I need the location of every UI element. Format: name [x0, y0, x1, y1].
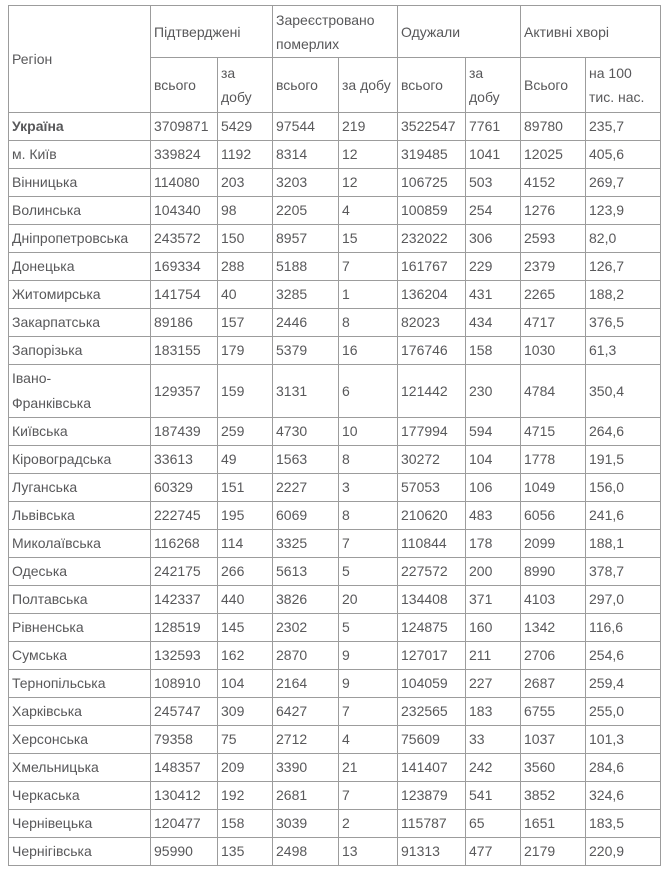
value-cell: 30272	[398, 446, 466, 474]
value-cell: 116,6	[586, 614, 661, 642]
table-row	[9, 754, 661, 782]
value-cell: 232022	[398, 225, 466, 253]
value-cell: 378,7	[586, 558, 661, 586]
value-cell: 49	[218, 446, 273, 474]
value-cell: 162	[218, 642, 273, 670]
value-cell: 2446	[273, 309, 339, 337]
table-row	[9, 698, 661, 726]
value-cell: 4152	[521, 169, 586, 197]
value-cell: 209	[218, 754, 273, 782]
header-region: Регіон	[9, 6, 151, 113]
region-cell: Чернігівська	[9, 838, 151, 866]
table-row	[9, 281, 661, 309]
value-cell: 3	[339, 474, 398, 502]
region-cell: Кіровоградська	[9, 446, 151, 474]
value-cell: 477	[466, 838, 521, 866]
region-cell: Одеська	[9, 558, 151, 586]
value-cell: 141407	[398, 754, 466, 782]
value-cell: 128519	[151, 614, 218, 642]
value-cell: 371	[466, 586, 521, 614]
value-cell: 7	[339, 782, 398, 810]
value-cell: 4784	[521, 365, 586, 418]
value-cell: 3852	[521, 782, 586, 810]
value-cell: 183	[466, 698, 521, 726]
value-cell: 297,0	[586, 586, 661, 614]
value-cell: 8314	[273, 141, 339, 169]
value-cell: 2205	[273, 197, 339, 225]
value-cell: 255,0	[586, 698, 661, 726]
value-cell: 6755	[521, 698, 586, 726]
value-cell: 376,5	[586, 309, 661, 337]
region-cell: Житомирська	[9, 281, 151, 309]
value-cell: 211	[466, 642, 521, 670]
value-cell: 177994	[398, 418, 466, 446]
value-cell: 3131	[273, 365, 339, 418]
table-header	[9, 6, 661, 113]
value-cell: 98	[218, 197, 273, 225]
value-cell: 1563	[273, 446, 339, 474]
table-row	[9, 530, 661, 558]
table-row	[9, 225, 661, 253]
value-cell: 1276	[521, 197, 586, 225]
value-cell: 264,6	[586, 418, 661, 446]
value-cell: 2706	[521, 642, 586, 670]
value-cell: 61,3	[586, 337, 661, 365]
value-cell: 150	[218, 225, 273, 253]
table-row	[9, 586, 661, 614]
value-cell: 319485	[398, 141, 466, 169]
value-cell: 191,5	[586, 446, 661, 474]
value-cell: 7	[339, 698, 398, 726]
table-row	[9, 614, 661, 642]
value-cell: 89186	[151, 309, 218, 337]
value-cell: 176746	[398, 337, 466, 365]
value-cell: 2179	[521, 838, 586, 866]
value-cell: 12025	[521, 141, 586, 169]
value-cell: 5613	[273, 558, 339, 586]
value-cell: 40	[218, 281, 273, 309]
value-cell: 200	[466, 558, 521, 586]
region-cell: Миколаївська	[9, 530, 151, 558]
value-cell: 108910	[151, 670, 218, 698]
region-cell: Луганська	[9, 474, 151, 502]
value-cell: 269,7	[586, 169, 661, 197]
value-cell: 8990	[521, 558, 586, 586]
value-cell: 5188	[273, 253, 339, 281]
value-cell: 350,4	[586, 365, 661, 418]
region-cell: Херсонська	[9, 726, 151, 754]
value-cell: 79358	[151, 726, 218, 754]
value-cell: 6	[339, 365, 398, 418]
region-cell: Донецька	[9, 253, 151, 281]
value-cell: 5	[339, 558, 398, 586]
value-cell: 129357	[151, 365, 218, 418]
value-cell: 183155	[151, 337, 218, 365]
region-cell: Тернопільська	[9, 670, 151, 698]
value-cell: 123,9	[586, 197, 661, 225]
value-cell: 135	[218, 838, 273, 866]
region-cell: Україна	[9, 113, 151, 141]
value-cell: 6427	[273, 698, 339, 726]
region-cell: Черкаська	[9, 782, 151, 810]
value-cell: 124875	[398, 614, 466, 642]
header-recovered-total: всього	[398, 58, 466, 113]
value-cell: 106725	[398, 169, 466, 197]
value-cell: 2379	[521, 253, 586, 281]
value-cell: 8	[339, 446, 398, 474]
value-cell: 75	[218, 726, 273, 754]
value-cell: 65	[466, 810, 521, 838]
value-cell: 220,9	[586, 838, 661, 866]
table-row	[9, 418, 661, 446]
value-cell: 1778	[521, 446, 586, 474]
value-cell: 232565	[398, 698, 466, 726]
region-cell: Київська	[9, 418, 151, 446]
value-cell: 288	[218, 253, 273, 281]
value-cell: 13	[339, 838, 398, 866]
value-cell: 195	[218, 502, 273, 530]
value-cell: 266	[218, 558, 273, 586]
value-cell: 33613	[151, 446, 218, 474]
value-cell: 405,6	[586, 141, 661, 169]
region-cell: Львівська	[9, 502, 151, 530]
header-group-active: Активні хворі	[521, 6, 661, 58]
value-cell: 222745	[151, 502, 218, 530]
value-cell: 2164	[273, 670, 339, 698]
value-cell: 227	[466, 670, 521, 698]
value-cell: 97544	[273, 113, 339, 141]
header-deaths-total: всього	[273, 58, 339, 113]
value-cell: 20	[339, 586, 398, 614]
value-cell: 309	[218, 698, 273, 726]
value-cell: 21	[339, 754, 398, 782]
table-row	[9, 169, 661, 197]
value-cell: 89780	[521, 113, 586, 141]
value-cell: 6056	[521, 502, 586, 530]
region-cell: Івано- Франківська	[9, 365, 151, 418]
value-cell: 179	[218, 337, 273, 365]
value-cell: 4103	[521, 586, 586, 614]
value-cell: 178	[466, 530, 521, 558]
value-cell: 254,6	[586, 642, 661, 670]
value-cell: 2	[339, 810, 398, 838]
value-cell: 114080	[151, 169, 218, 197]
value-cell: 230	[466, 365, 521, 418]
value-cell: 229	[466, 253, 521, 281]
value-cell: 10	[339, 418, 398, 446]
value-cell: 141754	[151, 281, 218, 309]
value-cell: 121442	[398, 365, 466, 418]
region-cell: Хмельницька	[9, 754, 151, 782]
value-cell: 1030	[521, 337, 586, 365]
table-body	[9, 113, 661, 866]
header-group-recovered: Одужали	[398, 6, 521, 58]
region-cell: Вінницька	[9, 169, 151, 197]
value-cell: 2099	[521, 530, 586, 558]
table-row	[9, 197, 661, 225]
value-cell: 3285	[273, 281, 339, 309]
value-cell: 158	[466, 337, 521, 365]
header-group-deaths: Зареєстровано померлих	[273, 6, 398, 58]
value-cell: 104	[218, 670, 273, 698]
value-cell: 158	[218, 810, 273, 838]
value-cell: 2681	[273, 782, 339, 810]
table-row	[9, 141, 661, 169]
value-cell: 8957	[273, 225, 339, 253]
value-cell: 159	[218, 365, 273, 418]
value-cell: 160	[466, 614, 521, 642]
value-cell: 134408	[398, 586, 466, 614]
region-cell: Запорізька	[9, 337, 151, 365]
value-cell: 227572	[398, 558, 466, 586]
table-row	[9, 642, 661, 670]
value-cell: 8	[339, 502, 398, 530]
value-cell: 203	[218, 169, 273, 197]
value-cell: 132593	[151, 642, 218, 670]
value-cell: 3560	[521, 754, 586, 782]
header-confirmed-total: всього	[151, 58, 218, 113]
value-cell: 1	[339, 281, 398, 309]
value-cell: 9	[339, 670, 398, 698]
value-cell: 2498	[273, 838, 339, 866]
value-cell: 148357	[151, 754, 218, 782]
value-cell: 120477	[151, 810, 218, 838]
region-cell: Чернівецька	[9, 810, 151, 838]
value-cell: 5379	[273, 337, 339, 365]
value-cell: 594	[466, 418, 521, 446]
value-cell: 259,4	[586, 670, 661, 698]
value-cell: 130412	[151, 782, 218, 810]
value-cell: 126,7	[586, 253, 661, 281]
value-cell: 123879	[398, 782, 466, 810]
value-cell: 3522547	[398, 113, 466, 141]
value-cell: 104340	[151, 197, 218, 225]
value-cell: 243572	[151, 225, 218, 253]
value-cell: 2265	[521, 281, 586, 309]
value-cell: 169334	[151, 253, 218, 281]
value-cell: 431	[466, 281, 521, 309]
value-cell: 2687	[521, 670, 586, 698]
value-cell: 2302	[273, 614, 339, 642]
region-cell: Рівненська	[9, 614, 151, 642]
value-cell: 115787	[398, 810, 466, 838]
value-cell: 136204	[398, 281, 466, 309]
value-cell: 3709871	[151, 113, 218, 141]
value-cell: 156,0	[586, 474, 661, 502]
value-cell: 106	[466, 474, 521, 502]
table-row	[9, 558, 661, 586]
value-cell: 235,7	[586, 113, 661, 141]
value-cell: 8	[339, 309, 398, 337]
region-cell: Сумська	[9, 642, 151, 670]
value-cell: 15	[339, 225, 398, 253]
value-cell: 16	[339, 337, 398, 365]
value-cell: 91313	[398, 838, 466, 866]
value-cell: 254	[466, 197, 521, 225]
header-active-per100k: на 100 тис. нас.	[586, 58, 661, 113]
value-cell: 183,5	[586, 810, 661, 838]
value-cell: 503	[466, 169, 521, 197]
table-row	[9, 309, 661, 337]
value-cell: 5429	[218, 113, 273, 141]
value-cell: 1041	[466, 141, 521, 169]
value-cell: 192	[218, 782, 273, 810]
value-cell: 245747	[151, 698, 218, 726]
value-cell: 440	[218, 586, 273, 614]
region-cell: м. Київ	[9, 141, 151, 169]
value-cell: 3203	[273, 169, 339, 197]
value-cell: 12	[339, 141, 398, 169]
table-row	[9, 838, 661, 866]
value-cell: 6069	[273, 502, 339, 530]
header-group-row	[9, 6, 661, 58]
value-cell: 188,2	[586, 281, 661, 309]
value-cell: 1192	[218, 141, 273, 169]
table-row	[9, 782, 661, 810]
value-cell: 82023	[398, 309, 466, 337]
value-cell: 114	[218, 530, 273, 558]
value-cell: 60329	[151, 474, 218, 502]
value-cell: 7	[339, 253, 398, 281]
value-cell: 5	[339, 614, 398, 642]
table-row	[9, 726, 661, 754]
value-cell: 3039	[273, 810, 339, 838]
value-cell: 110844	[398, 530, 466, 558]
value-cell: 219	[339, 113, 398, 141]
value-cell: 145	[218, 614, 273, 642]
header-confirmed-daily: за добу	[218, 58, 273, 113]
table-row	[9, 365, 661, 418]
value-cell: 4	[339, 197, 398, 225]
value-cell: 142337	[151, 586, 218, 614]
value-cell: 1037	[521, 726, 586, 754]
table-row	[9, 474, 661, 502]
value-cell: 2712	[273, 726, 339, 754]
value-cell: 2593	[521, 225, 586, 253]
value-cell: 3826	[273, 586, 339, 614]
value-cell: 1651	[521, 810, 586, 838]
value-cell: 339824	[151, 141, 218, 169]
value-cell: 242	[466, 754, 521, 782]
value-cell: 541	[466, 782, 521, 810]
value-cell: 1342	[521, 614, 586, 642]
value-cell: 324,6	[586, 782, 661, 810]
header-group-confirmed: Підтверджені	[151, 6, 273, 58]
table-row	[9, 810, 661, 838]
region-cell: Закарпатська	[9, 309, 151, 337]
value-cell: 151	[218, 474, 273, 502]
value-cell: 242175	[151, 558, 218, 586]
header-recovered-daily: за добу	[466, 58, 521, 113]
value-cell: 4717	[521, 309, 586, 337]
value-cell: 3390	[273, 754, 339, 782]
value-cell: 284,6	[586, 754, 661, 782]
value-cell: 187439	[151, 418, 218, 446]
value-cell: 259	[218, 418, 273, 446]
value-cell: 101,3	[586, 726, 661, 754]
covid-regions-table	[8, 5, 661, 866]
value-cell: 2870	[273, 642, 339, 670]
value-cell: 9	[339, 642, 398, 670]
value-cell: 7761	[466, 113, 521, 141]
value-cell: 33	[466, 726, 521, 754]
region-cell: Дніпропетровська	[9, 225, 151, 253]
value-cell: 4	[339, 726, 398, 754]
value-cell: 483	[466, 502, 521, 530]
value-cell: 157	[218, 309, 273, 337]
value-cell: 95990	[151, 838, 218, 866]
value-cell: 116268	[151, 530, 218, 558]
value-cell: 127017	[398, 642, 466, 670]
value-cell: 210620	[398, 502, 466, 530]
header-active-total: Всього	[521, 58, 586, 113]
value-cell: 188,1	[586, 530, 661, 558]
table-row	[9, 446, 661, 474]
value-cell: 104059	[398, 670, 466, 698]
value-cell: 12	[339, 169, 398, 197]
value-cell: 3325	[273, 530, 339, 558]
table-row	[9, 113, 661, 141]
value-cell: 4715	[521, 418, 586, 446]
table-row	[9, 502, 661, 530]
value-cell: 104	[466, 446, 521, 474]
region-cell: Полтавська	[9, 586, 151, 614]
value-cell: 4730	[273, 418, 339, 446]
header-deaths-daily: за добу	[339, 58, 398, 113]
region-cell: Волинська	[9, 197, 151, 225]
value-cell: 100859	[398, 197, 466, 225]
value-cell: 161767	[398, 253, 466, 281]
table-row	[9, 337, 661, 365]
table-row	[9, 253, 661, 281]
value-cell: 1049	[521, 474, 586, 502]
value-cell: 2227	[273, 474, 339, 502]
value-cell: 57053	[398, 474, 466, 502]
value-cell: 75609	[398, 726, 466, 754]
region-cell: Харківська	[9, 698, 151, 726]
value-cell: 82,0	[586, 225, 661, 253]
value-cell: 7	[339, 530, 398, 558]
value-cell: 434	[466, 309, 521, 337]
value-cell: 241,6	[586, 502, 661, 530]
value-cell: 306	[466, 225, 521, 253]
table-row	[9, 670, 661, 698]
